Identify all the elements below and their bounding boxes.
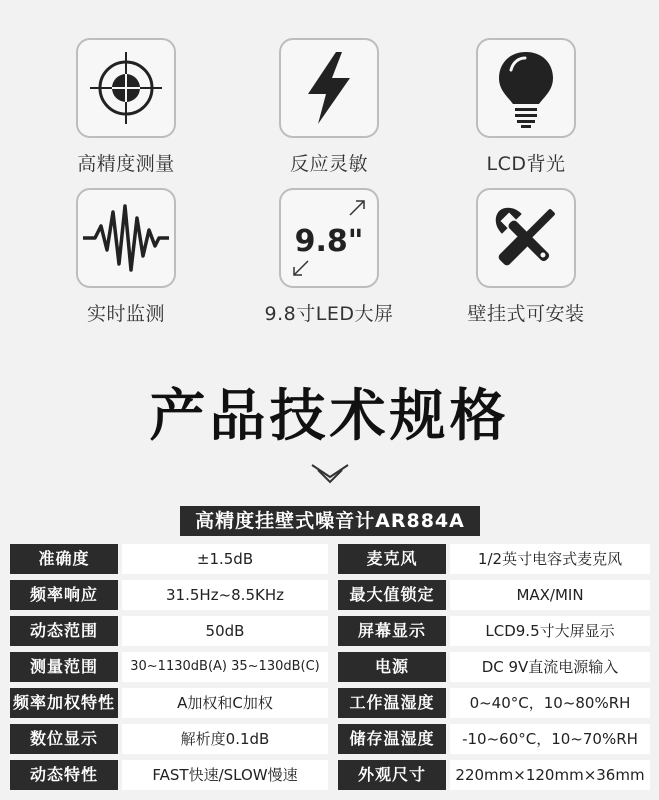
spec-key: 储存温湿度 — [338, 724, 446, 754]
feature-label: 反应灵敏 — [289, 153, 368, 175]
feature-tile — [76, 188, 176, 288]
lightning-icon — [294, 48, 364, 128]
spec-key: 动态范围 — [10, 616, 118, 646]
spec-value: ±1.5dB — [122, 544, 328, 574]
spec-key: 工作温湿度 — [338, 688, 446, 718]
spec-row — [10, 580, 650, 610]
spec-key: 频率加权特性 — [10, 688, 118, 718]
lightbulb-icon — [491, 46, 561, 130]
model-banner: 高精度挂壁式噪音计AR884A — [180, 506, 480, 536]
feature-tile — [476, 188, 576, 288]
spec-row — [10, 688, 650, 718]
feature-high-precision — [26, 38, 226, 176]
spec-value: 220mm×120mm×36mm — [450, 760, 650, 790]
spec-row — [10, 616, 650, 646]
spec-value: 1/2英寸电容式麦克风 — [450, 544, 650, 574]
feature-label: 高精度测量 — [77, 153, 175, 175]
spec-value: 30~1130dB(A) 35~130dB(C) — [122, 652, 328, 682]
crosshair-icon — [86, 48, 166, 128]
spec-value: FAST快速/SLOW慢速 — [122, 760, 328, 790]
feature-tile — [279, 188, 379, 288]
spec-value: 解析度0.1dB — [122, 724, 328, 754]
spec-value: 50dB — [122, 616, 328, 646]
spec-key: 电源 — [338, 652, 446, 682]
feature-label: 壁挂式可安装 — [467, 303, 585, 325]
spec-key: 测量范围 — [10, 652, 118, 682]
spec-value: MAX/MIN — [450, 580, 650, 610]
feature-label: LCD背光 — [486, 153, 566, 175]
spec-key: 最大值锁定 — [338, 580, 446, 610]
feature-tile — [76, 38, 176, 138]
spec-key: 麦克风 — [338, 544, 446, 574]
feature-wall-mount — [426, 188, 626, 326]
spec-key: 准确度 — [10, 544, 118, 574]
spec-row — [10, 724, 650, 754]
spec-key: 动态特性 — [10, 760, 118, 790]
spec-value: 0~40°C，10~80%RH — [450, 688, 650, 718]
spec-row — [10, 652, 650, 682]
spec-row — [10, 760, 650, 790]
spec-key: 外观尺寸 — [338, 760, 446, 790]
feature-tile — [279, 38, 379, 138]
spec-table — [10, 544, 650, 796]
feature-grid — [0, 0, 659, 345]
spec-key: 屏幕显示 — [338, 616, 446, 646]
chevron-down-icon — [310, 462, 350, 484]
spec-row — [10, 544, 650, 574]
feature-label: 实时监测 — [86, 303, 165, 325]
feature-responsive — [229, 38, 429, 176]
spec-value: LCD9.5寸大屏显示 — [450, 616, 650, 646]
spec-value: DC 9V直流电源输入 — [450, 652, 650, 682]
tools-icon — [484, 196, 568, 280]
feature-tile — [476, 38, 576, 138]
feature-realtime-monitor — [26, 188, 226, 326]
spec-value: 31.5Hz~8.5KHz — [122, 580, 328, 610]
spec-key: 频率响应 — [10, 580, 118, 610]
spec-value: -10~60°C，10~70%RH — [450, 724, 650, 754]
section-title: 产品技术规格 — [149, 383, 510, 449]
spec-key: 数位显示 — [10, 724, 118, 754]
spec-value: A加权和C加权 — [122, 688, 328, 718]
feature-label: 9.8寸LED大屏 — [264, 303, 394, 325]
feature-lcd-backlight — [426, 38, 626, 176]
waveform-icon — [81, 198, 171, 278]
feature-large-screen — [229, 188, 429, 326]
screen-size-text: 9.8" — [294, 224, 364, 259]
